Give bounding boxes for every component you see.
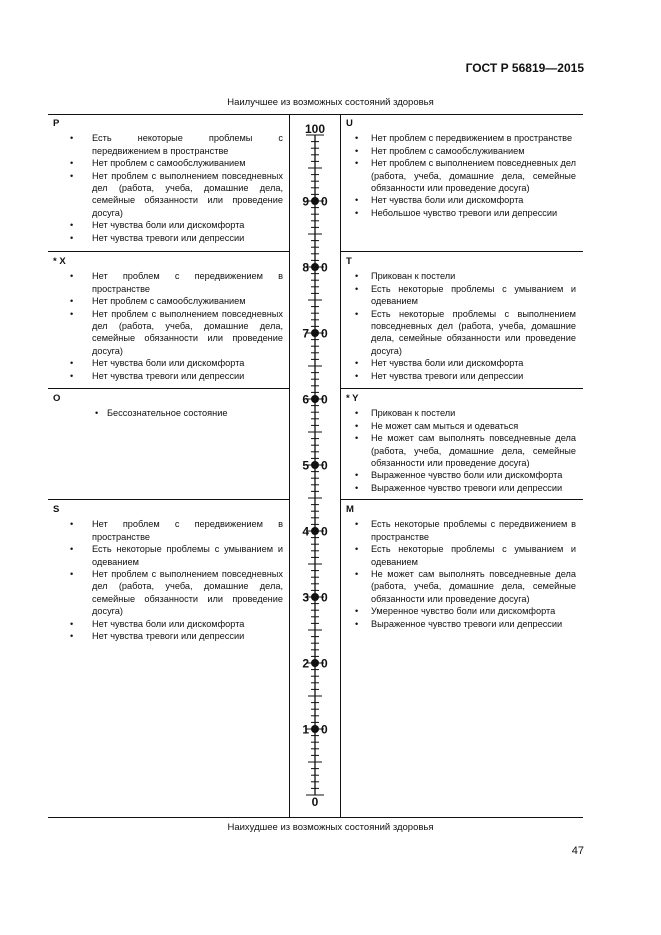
list-item: • Не может сам выполнять повседневные дела (работа, учеба, домашние дела, семейные обязанности или проведение досуга) <box>371 568 576 605</box>
scale-marker-dot <box>311 527 319 535</box>
list-item: • Нет чувства боли или дискомфорта <box>371 357 576 369</box>
scale-label: 1 <box>302 722 309 737</box>
scale-label: 0 <box>321 194 328 209</box>
scale-label: 6 <box>302 392 309 407</box>
scale-label: 5 <box>302 458 309 473</box>
state-code: S <box>53 504 60 515</box>
scale-marker-dot <box>311 329 319 337</box>
list-item: • Умеренное чувство боли или дискомфорта <box>371 605 576 617</box>
scale-marker-dot <box>311 659 319 667</box>
scale-label: 0 <box>321 722 328 737</box>
list-item: • Выраженное чувство тревоги или депрессии <box>371 482 576 494</box>
list-item: • Есть некоторые проблемы с умыванием и одеванием <box>92 543 283 568</box>
scale-marker-dot <box>311 395 319 403</box>
list-item: • Прикован к постели <box>371 270 576 282</box>
list-item: • Есть некоторые проблемы с передвижением в пространстве <box>371 518 576 543</box>
list-item: • Нет проблем с самообслуживанием <box>371 145 576 157</box>
list-item: • Нет проблем с передвижением в пространстве <box>371 132 576 144</box>
list-item: • Нет чувства боли или дискомфорта <box>371 194 576 206</box>
scale-label: 7 <box>302 326 309 341</box>
list-item: • Нет чувства тревоги или депрессии <box>92 630 283 642</box>
list-item: • Нет проблем с самообслуживанием <box>92 295 283 307</box>
scale-label: 0 <box>321 524 328 539</box>
list-item: • Нет чувства боли или дискомфорта <box>92 618 283 630</box>
list-item: • Есть некоторые проблемы с выполнением повседневных дел (работа, учеба, домашние дела, семейные обязанности или проведение досуга) <box>371 308 576 358</box>
list-item: • Есть некоторые проблемы с умыванием и одеванием <box>371 543 576 568</box>
scale-label: 0 <box>321 392 328 407</box>
scale-label: 9 <box>302 194 309 209</box>
state-code: O <box>53 393 61 404</box>
scale-label: 0 <box>321 326 328 341</box>
scale-marker-dot <box>311 461 319 469</box>
list-item: • Нет чувства боли или дискомфорта <box>92 219 283 231</box>
scale-marker-dot <box>311 263 319 271</box>
list-item: • Нет чувства тревоги или депрессии <box>92 232 283 244</box>
list-item: • Есть некоторые проблемы с умыванием и одеванием <box>371 283 576 308</box>
scale-label: 4 <box>302 524 309 539</box>
worst-state-caption: Наихудшее из возможных состояний здоровья <box>227 822 434 833</box>
document-id: ГОСТ Р 56819—2015 <box>465 61 584 75</box>
scale-label: 8 <box>302 260 309 275</box>
list-item: • Нет чувства тревоги или депрессии <box>371 370 576 382</box>
list-item: • Выраженное чувство тревоги или депрессии <box>371 618 576 630</box>
state-code: * Y <box>346 393 359 404</box>
list-item: • Бессознательное состояние <box>107 407 283 419</box>
list-item: • Нет проблем с выполнением повседневных дел (работа, учеба, домашние дела, семейные обязанности или проведение досуга) <box>371 157 576 194</box>
state-code: U <box>346 118 353 129</box>
state-code: T <box>346 256 352 267</box>
scale-label: 100 <box>304 122 326 136</box>
list-item: • Нет чувства боли или дискомфорта <box>92 357 283 369</box>
state-code: P <box>53 118 60 129</box>
state-code: * X <box>53 256 66 267</box>
scale-label: 0 <box>311 795 319 809</box>
list-item: • Не может сам выполнять повседневные дела (работа, учеба, домашние дела, семейные обязанности или проведение досуга) <box>371 432 576 469</box>
scale-marker-dot <box>311 593 319 601</box>
list-item: • Не может сам мыться и одеваться <box>371 420 576 432</box>
page-number: 47 <box>571 845 584 857</box>
scale-marker-dot <box>311 725 319 733</box>
list-item: • Нет проблем с выполнением повседневных дел (работа, учеба, домашние дела, семейные обязанности или проведение досуга) <box>92 170 283 220</box>
list-item: • Нет проблем с передвижением в пространстве <box>92 270 283 295</box>
list-item: • Нет чувства тревоги или депрессии <box>92 370 283 382</box>
scale-label: 2 <box>302 656 309 671</box>
list-item: • Есть некоторые проблемы с передвижением в пространстве <box>92 132 283 157</box>
list-item: • Небольшое чувство тревоги или депрессии <box>371 207 576 219</box>
scale-label: 0 <box>321 590 328 605</box>
list-item: • Прикован к постели <box>371 407 576 419</box>
list-item: • Нет проблем с выполнением повседневных дел (работа, учеба, домашние дела, семейные обязанности или проведение досуга) <box>92 568 283 618</box>
scale-marker-dot <box>311 197 319 205</box>
state-code: M <box>346 504 354 515</box>
scale-label: 0 <box>321 656 328 671</box>
list-item: • Нет проблем с выполнением повседневных дел (работа, учеба, домашние дела, семейные обязанности или проведение досуга) <box>92 308 283 358</box>
scale-label: 0 <box>321 458 328 473</box>
scale-label: 0 <box>321 260 328 275</box>
list-item: • Нет проблем с самообслуживанием <box>92 157 283 169</box>
list-item: • Нет проблем с передвижением в пространстве <box>92 518 283 543</box>
list-item: • Выраженное чувство боли или дискомфорта <box>371 469 576 481</box>
best-state-caption: Наилучшее из возможных состояний здоровья <box>227 97 434 108</box>
scale-label: 3 <box>302 590 309 605</box>
